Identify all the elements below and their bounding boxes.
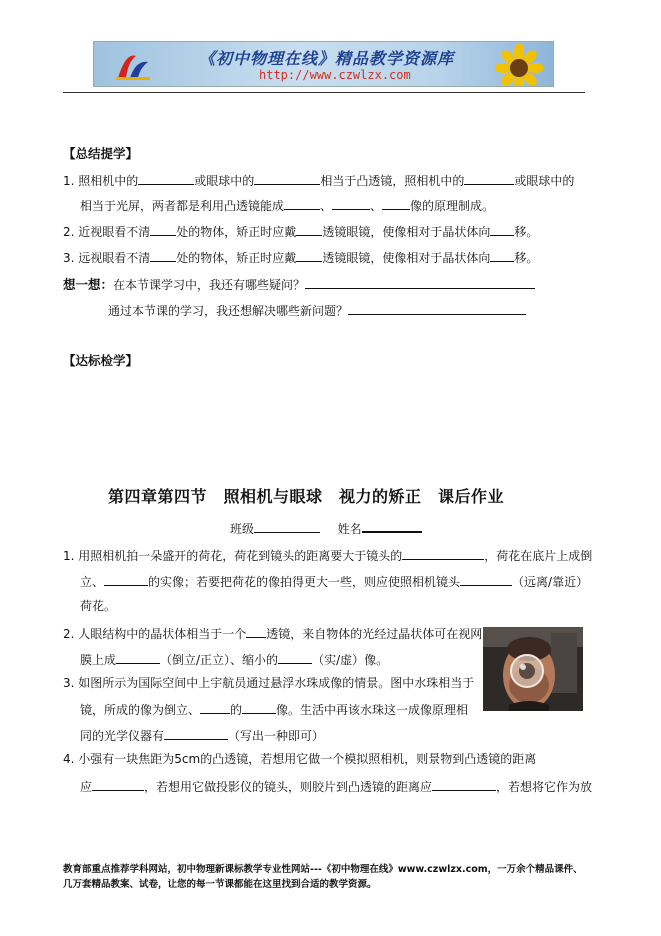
item-text: 移。 bbox=[514, 251, 539, 265]
footer-line-1: 教育部重点推荐学科网站，初中物理新课标教学专业性网站---《初中物理在线》www.czwlzx.com，一万余个精品课件、 bbox=[63, 864, 583, 875]
answer-blank[interactable] bbox=[432, 778, 496, 791]
answer-blank[interactable] bbox=[92, 778, 144, 791]
answer-blank[interactable] bbox=[464, 172, 514, 185]
homework-title: 第四章第四节 照相机与眼球 视力的矫正 课后作业 bbox=[108, 487, 505, 506]
banner-title: 《初中物理在线》精品教学资源库 bbox=[199, 49, 455, 68]
item-text: 照相机中的 bbox=[78, 174, 139, 188]
hw-q3-line2 bbox=[80, 701, 468, 717]
answer-blank[interactable] bbox=[116, 651, 160, 664]
footer bbox=[63, 862, 583, 892]
item-text: 应 bbox=[80, 780, 93, 794]
answer-blank[interactable] bbox=[332, 197, 370, 210]
item-text: 小强有一块焦距为5cm的凸透镜，若想用它做一个模拟照相机，则景物到凸透镜的距离 bbox=[78, 752, 537, 766]
answer-blank[interactable] bbox=[296, 223, 322, 236]
item-number: 3. bbox=[63, 676, 75, 690]
name-field[interactable] bbox=[362, 519, 422, 533]
answer-blank[interactable] bbox=[460, 573, 512, 586]
item-text: 相当于光屏，两者都是利用凸透镜能成 bbox=[80, 199, 285, 213]
item-text: 人眼结构中的晶状体相当于一个 bbox=[78, 627, 247, 641]
item-text: 同的光学仪器有 bbox=[80, 729, 165, 743]
item-text: （远离/靠近） bbox=[512, 575, 589, 589]
item-number: 1. bbox=[63, 549, 75, 563]
answer-blank[interactable] bbox=[150, 249, 176, 262]
item-number: 2. bbox=[63, 225, 75, 239]
answer-blank[interactable] bbox=[284, 197, 320, 210]
item-text: （倒立/正立）、缩小的 bbox=[160, 653, 279, 667]
think-text: 在本节课学习中，我还有哪些疑问？ bbox=[113, 278, 306, 292]
answer-blank[interactable] bbox=[382, 197, 410, 210]
answer-blank[interactable] bbox=[278, 651, 312, 664]
item-number: 1. bbox=[63, 174, 75, 188]
item-number: 2. bbox=[63, 627, 75, 641]
answer-blank[interactable] bbox=[246, 625, 266, 638]
answer-blank[interactable] bbox=[104, 573, 148, 586]
answer-blank[interactable] bbox=[296, 249, 322, 262]
item-text: 透镜眼镜，使像相对于晶状体向 bbox=[322, 251, 491, 265]
site-logo-icon bbox=[114, 48, 154, 82]
item-number: 3. bbox=[63, 251, 75, 265]
hw-q2-line1 bbox=[63, 625, 482, 641]
hw-q1-line1 bbox=[63, 547, 592, 563]
check-heading: 【达标检学】 bbox=[63, 353, 139, 368]
header-rule bbox=[63, 92, 585, 93]
hw-q1-line3: 荷花。 bbox=[80, 599, 117, 613]
item-text: 相当于凸透镜，照相机中的 bbox=[320, 174, 465, 188]
item-text: 移。 bbox=[514, 225, 539, 239]
answer-blank[interactable] bbox=[242, 701, 276, 714]
hw-q4-line1 bbox=[63, 752, 536, 766]
item-text: 膜上成 bbox=[80, 653, 117, 667]
item-text: ，若想将它作为放 bbox=[496, 780, 593, 794]
item-separator: 、 bbox=[320, 199, 333, 213]
item-number: 4. bbox=[63, 752, 75, 766]
class-label: 班级 bbox=[230, 522, 255, 536]
answer-blank[interactable] bbox=[305, 276, 535, 289]
summary-item-2 bbox=[63, 223, 538, 239]
think-question-2 bbox=[108, 302, 526, 318]
item-text: ，荷花在底片上成倒 bbox=[484, 549, 593, 563]
answer-blank[interactable] bbox=[164, 727, 228, 740]
item-text: （写出一种即可） bbox=[228, 729, 325, 743]
answer-blank[interactable] bbox=[200, 701, 230, 714]
item-text: 的实像；若要把荷花的像拍得更大一些，则应使照相机镜头 bbox=[148, 575, 461, 589]
hw-q3-line3 bbox=[80, 727, 324, 743]
class-field[interactable] bbox=[254, 520, 320, 533]
hw-q1-line2 bbox=[80, 573, 588, 589]
astronaut-photo-icon bbox=[483, 627, 583, 711]
item-text: 的 bbox=[230, 703, 243, 717]
item-text: 像。生活中再该水珠这一成像原理相 bbox=[276, 703, 469, 717]
hw-q3-line1 bbox=[63, 676, 474, 690]
summary-item-1-cont bbox=[80, 197, 494, 213]
item-text: 透镜眼镜，使像相对于晶状体向 bbox=[322, 225, 491, 239]
item-text: 立、 bbox=[80, 575, 105, 589]
item-separator: 、 bbox=[370, 199, 383, 213]
name-label: 姓名 bbox=[337, 522, 362, 536]
item-text: 像的原理制成。 bbox=[410, 199, 495, 213]
item-text: 透镜，来自物体的光经过晶状体可在视网 bbox=[266, 627, 483, 641]
summary-heading: 【总结提学】 bbox=[63, 146, 139, 161]
item-text: 或眼球中的 bbox=[194, 174, 255, 188]
footer-line-2: 几万套精品教案、试卷，让您的每一节课都能在这里找到合适的教学资源。 bbox=[63, 879, 377, 890]
item-text: （实/虚）像。 bbox=[312, 653, 389, 667]
think-label: 想一想： bbox=[63, 277, 114, 292]
item-text: 处的物体，矫正时应戴 bbox=[176, 251, 297, 265]
item-text: ，若想用它做投影仪的镜头，则胶片到凸透镜的距离应 bbox=[144, 780, 433, 794]
item-text: 如图所示为国际空间中上宇航员通过悬浮水珠成像的情景。图中水珠相当于 bbox=[78, 676, 475, 690]
item-text: 用照相机拍一朵盛开的荷花，荷花到镜头的距离要大于镜头的 bbox=[78, 549, 403, 563]
answer-blank[interactable] bbox=[490, 249, 514, 262]
item-text: 近视眼看不清 bbox=[78, 225, 151, 239]
answer-blank[interactable] bbox=[138, 172, 194, 185]
item-text: 处的物体，矫正时应戴 bbox=[176, 225, 297, 239]
answer-blank[interactable] bbox=[254, 172, 320, 185]
item-text: 镜，所成的像为倒立、 bbox=[80, 703, 201, 717]
answer-blank[interactable] bbox=[348, 302, 526, 315]
header-banner bbox=[93, 41, 554, 87]
think-question-1 bbox=[63, 276, 535, 292]
answer-blank[interactable] bbox=[490, 223, 514, 236]
answer-blank[interactable] bbox=[150, 223, 176, 236]
item-text: 或眼球中的 bbox=[514, 174, 575, 188]
class-name-row bbox=[230, 519, 422, 536]
answer-blank[interactable] bbox=[402, 547, 484, 560]
hw-q2-line2 bbox=[80, 651, 388, 667]
summary-item-3 bbox=[63, 249, 538, 265]
astronaut-water-drop-photo bbox=[483, 627, 583, 711]
banner-url[interactable]: http://www.czwlzx.com bbox=[259, 68, 411, 82]
item-text: 远视眼看不清 bbox=[78, 251, 151, 265]
summary-item-1 bbox=[63, 172, 574, 188]
sunflower-icon bbox=[495, 44, 543, 87]
think-text: 通过本节课的学习，我还想解决哪些新问题？ bbox=[108, 304, 349, 318]
hw-q4-line2 bbox=[80, 778, 592, 794]
